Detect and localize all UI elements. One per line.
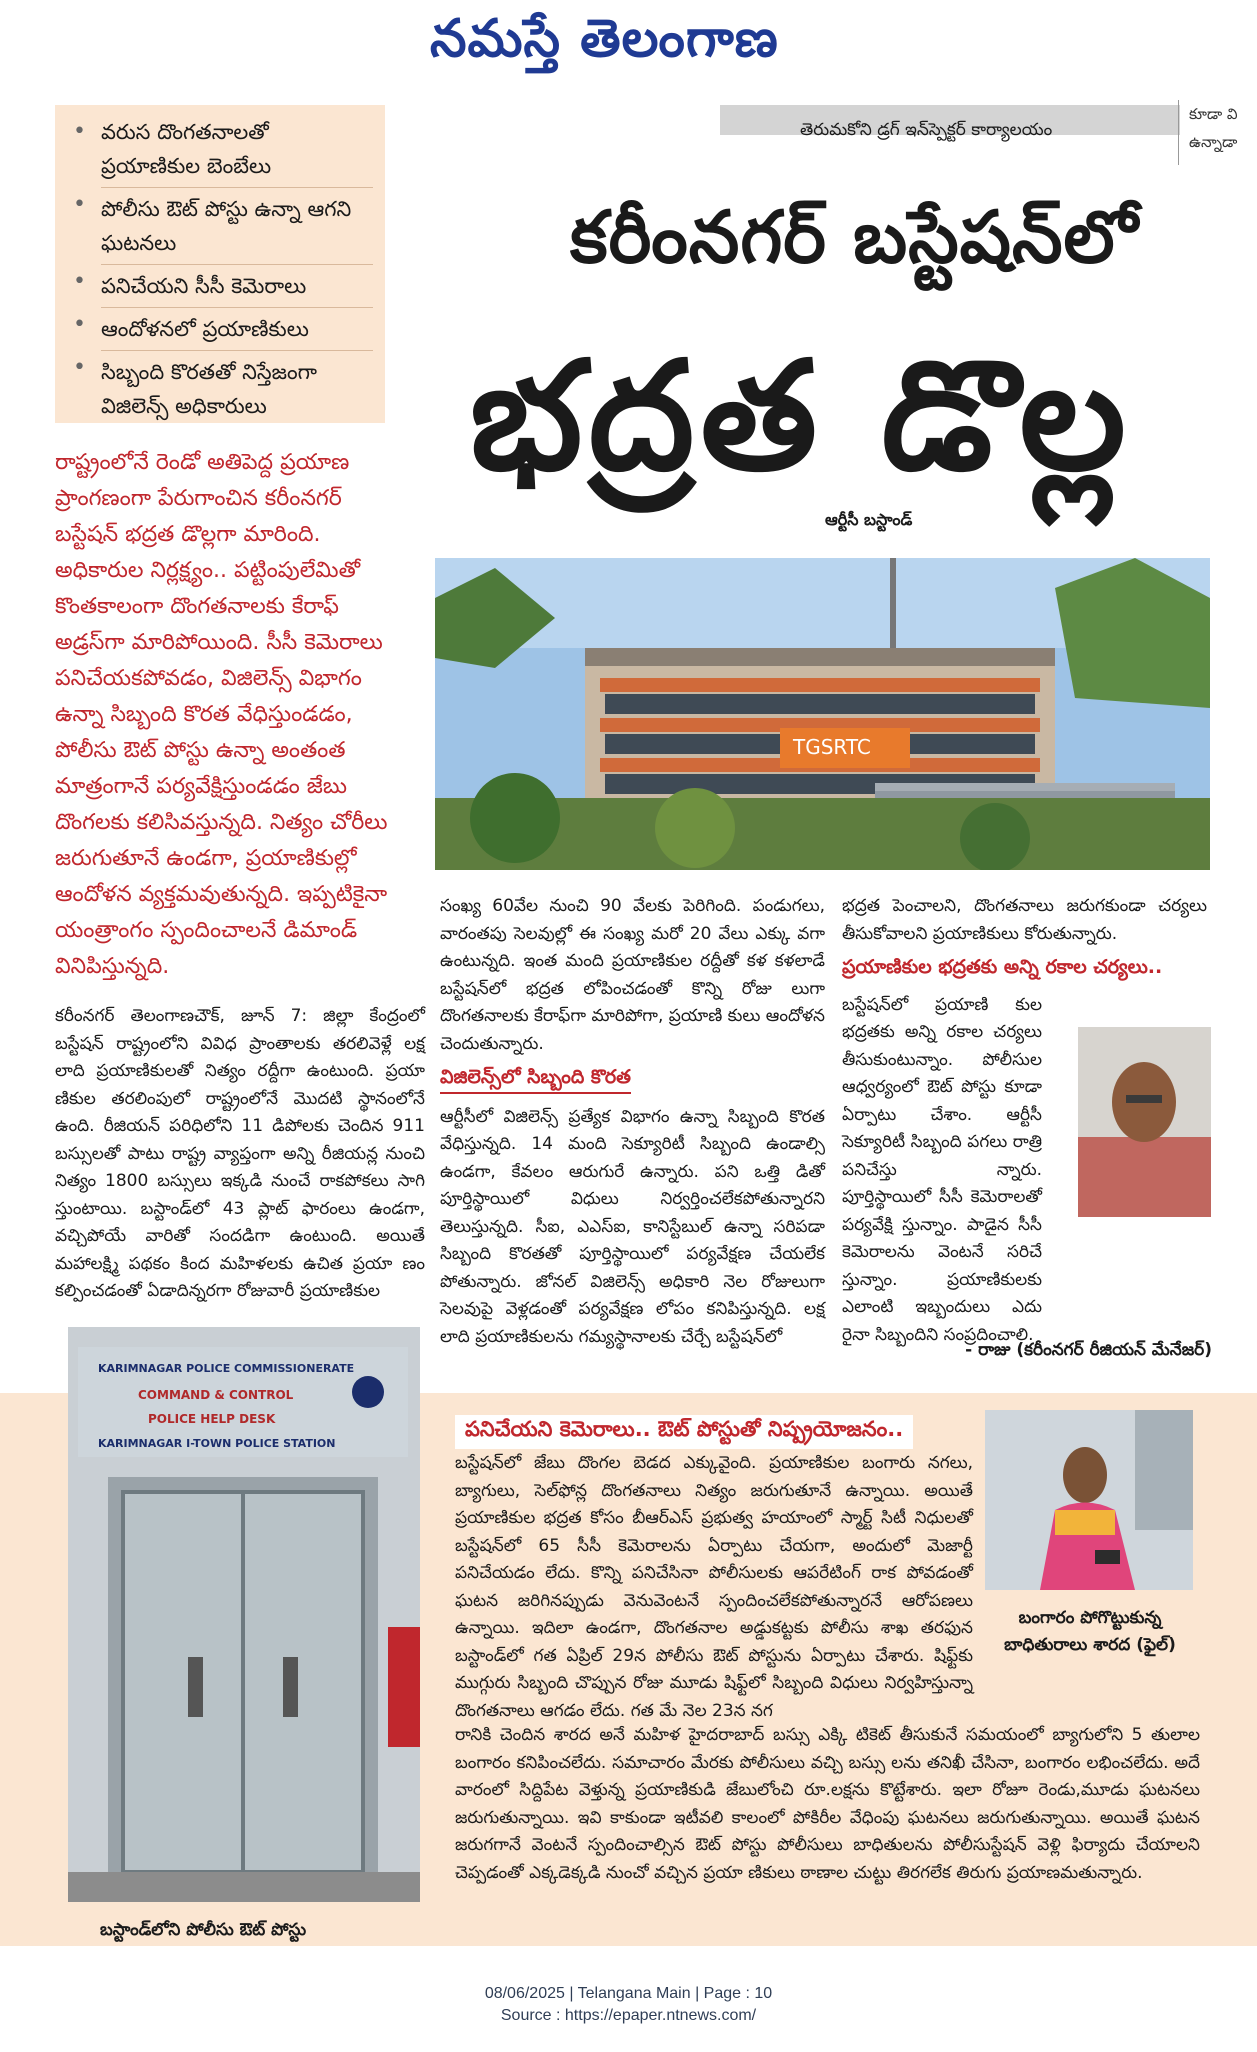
bus-station-photo <box>435 558 1210 870</box>
summary-bullets-box <box>55 105 385 423</box>
column-2-text-a: సంఖ్య 60వేల నుంచి 90 వేలకు పెరిగింది. పండుగలు, వారంతపు సెలవుల్లో ఈ సంఖ్య మరో 20 వేలు ఎక్కు వగా ఉంటున్నది. ఇంత మంది ప్రయాణికుల రద్దీతో కళ కళలాడే బస్టేషన్‌లో భద్రత లోపించడంతో కొన్ని రోజు లుగా దొంగతనాలకు కేరాఫ్‌గా మారిపోగా, ప్రయాణి కులు ఆందోళన చెందుతున్నారు. <box>440 896 825 1054</box>
police-outpost-photo <box>68 1327 420 1902</box>
previous-story-caption: తెరుమకోని డ్రగ్‌ ఇన్‌స్పెక్టర్‌ కార్యాలయం <box>800 120 1053 140</box>
quote-attribution: - రాజు (కరీంనగర్‌ రీజియన్‌ మేనేజర్‌) <box>965 1340 1212 1360</box>
bullet-dot-icon: • <box>73 192 86 217</box>
police-outpost-image <box>68 1327 420 1902</box>
article-column-2 <box>440 893 825 1351</box>
bullet-dot-icon: • <box>73 119 86 144</box>
section-2-text-b: రానికి చెందిన శారద అనే మహిళ హైదరాబాద్‌ బస్సు ఎక్కి టికెట్‌ తీసుకునే సమయంలో బ్యాగులోని 5 తులాల బంగారం కనిపించలేదు. సమాచారం మేరకు పోలీసులు వచ్చి బస్సు లను తనిఖీ చేసినా, బంగారం లభించలేదు. అదే వారంలో సిద్దిపేట వెళ్తున్న ప్రయాణికుడి జేబులోంచి రూ.లక్షను కొట్టేశారు. ఇలా రోజూ రెండు,మూడు ఘటనలు జరుగుతున్నాయి. ఇవి కాకుండా ఇటీవలి కాలంలో పోకిరీల వేధింపు ఘటనలు జరుగుతున్నాయి. అయితే ఘటన జరుగగానే వెంటనే స్పందించాల్సిన ఔట్‌ పోస్టు పోలీసులు బాధితులను పోలీసుస్టేషన్‌ వెళ్లి ఫిర్యాదు చేయాలని చెప్పడంతో ఎక్కడెక్కడి నుంచో వచ్చిన ప్రయా ణికులు ఠాణాల చుట్టు తిరగలేక తిరుగు ప్రయాణమతున్నారు. <box>455 1725 1201 1883</box>
police-sign-line2: COMMAND & CONTROL <box>138 1388 294 1402</box>
police-sign-line1: KARIMNAGAR POLICE COMMISSIONERATE <box>98 1362 355 1375</box>
police-outpost-caption: బస్టాండ్‌లోని పోలీసు ఔట్‌ పోస్టు <box>100 1920 307 1940</box>
masthead-logo: నమస్తే తెలంగాణ <box>430 8 779 69</box>
bullet-dot-icon: • <box>73 355 86 380</box>
bullet-item: • సిబ్బంది కొరతతో నిస్తేజంగా విజిలెన్స్‌ అధికారులు <box>101 350 373 423</box>
article-column-1: కరీంనగర్‌ తెలంగాణచౌక్‌, జూన్‌ 7: జిల్లా కేంద్రంలో బస్టేషన్‌ రాష్ట్రంలోని వివిధ ప్రాంతాలకు తరలివెళ్లే లక్ష లాది ప్రయాణికులతో నిత్యం రద్దీగా ఉంటుంది. ప్రయా ణికుల తరలింపులో రాష్ట్రంలోనే మొదటి స్థానంలోనే ఉంది. రీజియన్‌ పరిధిలోని 11 డిపోలకు చెందిన 911 బస్సులతో పాటు రాష్ట్ర వ్యాప్తంగా అన్ని రీజియన్ల నుంచి నిత్యం 1800 బస్సులు ఇక్కడి నుంచే రాకపోకలు సాగి స్తుంటాయి. బస్టాండ్‌లో 43 ప్లాట్‌ ఫారంలు ఉండగా, వచ్చిపోయే వారితో సందడిగా ఉంటుంది. అయితే మహాలక్ష్మి పథకం కింద మహిళలకు ఉచిత ప్రయా ణం కల్పించడంతో ఏడాదిన్నరగా రోజువారీ ప్రయాణికుల <box>55 1006 425 1301</box>
headline-line1: కరీంనగర్‌ బస్టేషన్‌లో <box>570 195 1139 279</box>
bus-station-building-image <box>435 558 1210 870</box>
police-sign-line4: KARIMNAGAR I-TOWN POLICE STATION <box>98 1437 336 1450</box>
police-emblem-icon <box>352 1376 384 1408</box>
section-2-heading: పనిచేయని కెమెరాలు.. ఔట్‌ పోస్టుతో నిష్ప్రయోజనం.. <box>455 1415 913 1449</box>
police-sign-line3: POLICE HELP DESK <box>148 1412 276 1426</box>
bullet-dot-icon: • <box>73 312 86 337</box>
headline-line2: భద్రత డొల్ల <box>470 330 1132 504</box>
victim-photo-caption: బంగారం పోగొట్టుకున్న బాధితురాలు శారద (ఫైల్‌) <box>1004 1608 1176 1655</box>
bullet-item: • పోలీసు ఔట్‌ పోస్టు ఉన్నా ఆగని ఘటనలు <box>101 187 373 260</box>
column-3-text-a: భద్రత పెంచాలని, దొంగతనాలు జరుగకుండా చర్యలు తీసుకోవాలని ప్రయాణికులు కోరుతున్నారు. <box>842 896 1207 944</box>
footer-edition-info: 08/06/2025 | Telangana Main | Page : 10 <box>484 1985 773 2002</box>
adjacent-story-snippet: కూడా వి ఉన్నాడా <box>1178 100 1257 165</box>
bullet-item: • పనిచేయని సీసీ కెమెరాలు <box>101 264 373 303</box>
column-3-text-b: బస్టేషన్‌లో ప్రయాణి కుల భద్రతకు అన్ని రకాల చర్యలు తీసుకుంటున్నాం. పోలీసుల ఆధ్వర్యంలో ఔట్‌ పోస్టు కూడా ఏర్పాటు చేశాం. ఆర్టీసీ సెక్యూరిటీ సిబ్బంది పగలు రాత్రి పనిచేస్తు న్నారు. పూర్తిస్థాయిలో సీసీ కెమెరాలతో పర్యవేక్షి స్తున్నాం. పాడైన సీసీ కెమెరాలను వెంటనే సరిచే స్తున్నాం. ప్రయాణికులకు ఎలాంటి ఇబ్బందులు ఎదు రైనా సిబ్బందిని సంప్రదించాలి. <box>842 994 1042 1345</box>
subhead-safety-measures: ప్రయాణికుల భద్రతకు అన్ని రకాల చర్యలు.. <box>842 956 1163 978</box>
column-2-text-b: ఆర్టీసీలో విజిలెన్స్‌ ప్రత్యేక విభాగం ఉన్నా సిబ్బంది కొరత వేధిస్తున్నది. 14 మంది సెక్యూరిటీ సిబ్బంది ఉండాల్సి ఉండగా, కేవలం ఆరుగురే ఉన్నారు. పని ఒత్తి డితో పూర్తిస్థాయిలో విధులు నిర్వర్తించలేకపోతున్నారని తెలుస్తున్నది. సీఐ, ఎఎస్‌ఐ, కానిస్టేబుల్‌ ఉన్నా సరిపడా సిబ్బంది కొరతతో పూర్తిస్థాయిలో పర్యవేక్షణ చేయలేక పోతున్నారు. జోనల్‌ విజిలెన్స్‌ అధికారి నెల రోజులుగా సెలవుపై వెళ్లడంతో పర్యవేక్షణ లోపం కనిపిస్తున్నది. లక్ష లాది ప్రయాణికులను గమ్యస్థానాలకు చేర్చే బస్టేషన్‌లో <box>440 1106 825 1347</box>
regional-manager-photo <box>1078 1027 1211 1217</box>
footer-source-link[interactable]: Source : https://epaper.ntnews.com/ <box>500 2007 757 2024</box>
photo-credit: ఆర్టీసీ బస్టాండ్‌ <box>825 510 913 529</box>
victim-image <box>985 1410 1193 1590</box>
portrait-image <box>1078 1027 1211 1217</box>
victim-photo <box>985 1410 1193 1590</box>
lead-paragraph: రాష్ట్రంలోనే రెండో అతిపెద్ద ప్రయాణ ప్రాంగణంగా పేరుగాంచిన కరీంనగర్‌ బస్టేషన్‌ భద్రత డొల్లగా మారింది. అధికారుల నిర్లక్ష్యం.. పట్టింపులేమితో కొంతకాలంగా దొంగతనాలకు కేరాఫ్‌ అడ్రస్‌గా మారిపోయింది. సీసీ కెమెరాలు పనిచేయకపోవడం, విజిలెన్స్‌ విభాగం ఉన్నా సిబ్బంది కొరత వేధిస్తుండడం, పోలీసు ఔట్‌ పోస్టు ఉన్నా అంతంత మాత్రంగానే పర్యవేక్షిస్తుండడం జేబు దొంగలకు కలిసివస్తున్నది. నిత్యం చోరీలు జరుగుతూనే ఉండగా, ప్రయాణికుల్లో ఆందోళన వ్యక్తమవుతున్నది. ఇప్పటికైనా యంత్రాంగం స్పందించాలనే డిమాండ్‌ వినిపిస్తున్నది. <box>55 450 388 979</box>
subhead-vigilance: విజిలెన్స్‌లో సిబ్బంది కొరత <box>440 1064 631 1094</box>
bullet-item: • వరుస దొంగతనాలతో ప్రయాణికుల బెంబేలు <box>101 115 373 183</box>
bullet-dot-icon: • <box>73 269 86 294</box>
building-sign-text: TGSRTC <box>793 735 871 759</box>
bullet-item: • ఆందోళనలో ప్రయాణికులు <box>101 307 373 346</box>
section-2-text-a: బస్టేషన్‌లో జేబు దొంగల బెడద ఎక్కువైంది. ప్రయాణికుల బంగారు నగలు, బ్యాగులు, సెల్‌ఫోన్ల దొంగతనాలు నిత్యం జరుగుతూనే ఉన్నాయి. అయితే ప్రయాణికుల భద్రత కోసం బీఆర్‌ఎస్‌ ప్రభుత్వ హయాంలో స్మార్ట్‌ సిటీ నిధులతో బస్టేషన్‌లో 65 సీసీ కెమెరాలను ఏర్పాటు చేయగా, అందులో మెజార్టీ పనిచేయడం లేదు. కొన్ని పనిచేసినా పోలీసులకు ఆపరేటింగ్‌ రాక పోవడంతో ఘటన జరిగినప్పుడు వెనువెంటనే స్పందించలేకపోతున్నారనే ఆరోపణలు ఉన్నాయి. ఇదిలా ఉండగా, దొంగతనాల అడ్డుకట్టకు పోలీసు శాఖ తరఫున బస్టాండ్‌లో గత ఏప్రిల్‌ 29న పోలీసు ఔట్‌ పోస్టును ఏర్పాటు చేశారు. షిఫ్ట్‌కు ముగ్గురు సిబ్బంది చొప్పున రోజు మూడు షిఫ్ట్‌లో సిబ్బంది విధులు నిర్వహిస్తున్నా దొంగతనాలు ఆగడం లేదు. గత మే నెల 23న నగ <box>455 1453 973 1721</box>
